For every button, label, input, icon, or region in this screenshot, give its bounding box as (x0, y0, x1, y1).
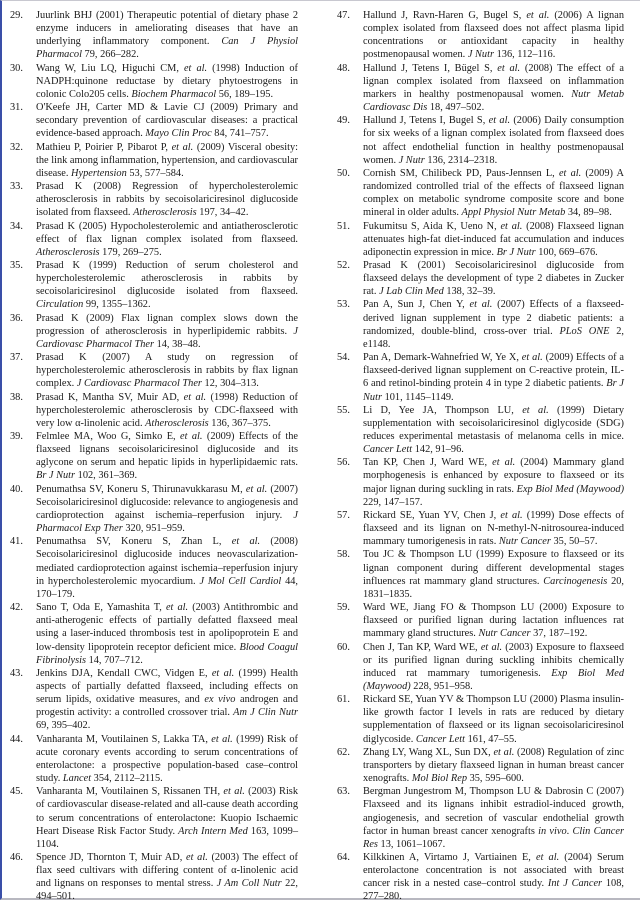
reference-number: 63. (337, 786, 350, 798)
reference-authors: Hallund J, Tetens I, Bugel S, (363, 115, 489, 127)
reference-journal: J Lab Clin Med (379, 286, 444, 298)
reference-item (10, 259, 298, 312)
reference-item (10, 851, 298, 904)
reference-authors: Prasad K (2005) Hypocholesterolemic and antiatherosclerotic effect of flax lignan complex isolated from flaxseed. (36, 220, 298, 245)
reference-item (337, 456, 624, 509)
reference-text (36, 733, 298, 786)
reference-item (337, 509, 624, 548)
reference-authors: Prasad K (2001) Secoisolariciresinol diglucoside from flaxseed delays the development of type 2 diabetes in Zucker rat. (363, 259, 624, 298)
reference-et-al: et al. (171, 141, 194, 153)
reference-volume-pages: 22, 494–501. (36, 878, 299, 903)
reference-journal: Appl Physiol Nutr Metab (461, 207, 566, 219)
reference-title: (2004) Serum enterolactone concentration is not associated with breast cancer risk in a nested case–control study. (363, 852, 624, 890)
reference-item (337, 548, 624, 601)
reference-number: 45. (10, 786, 23, 798)
reference-text (363, 785, 624, 851)
reference-authors: Kilkkinen A, Virtamo J, Vartiainen E, (363, 852, 536, 863)
reference-volume-pages: 99, 1355–1362. (83, 299, 151, 311)
reference-item (10, 62, 298, 101)
reference-journal: Arch Intern Med (178, 825, 248, 837)
reference-item (10, 220, 298, 259)
reference-volume-pages: 354, 2112–2115. (91, 773, 163, 785)
reference-column-right (337, 9, 624, 904)
reference-authors: Spence JD, Thornton T, Muir AD, (36, 852, 186, 863)
reference-authors: Tou JC & Thompson LU (1999) Exposure to flaxseed or its lignan component during different developmental stages influences rat mammary gland structures. (363, 549, 624, 587)
reference-item (10, 9, 298, 62)
reference-volume-pages: 136, 112–116. (494, 49, 556, 61)
reference-title: (2008) The effect of a lignan complex isolated from flaxseed on inflammation markers in healthy postmenopausal women. (363, 62, 624, 100)
reference-authors: Chen J, Tan KP, Ward WE, (363, 641, 481, 653)
reference-volume-pages: 79, 266–282. (81, 49, 139, 61)
reference-journal: PLoS ONE (559, 325, 610, 337)
reference-authors: Zhang LY, Wang XL, Sun DX, (363, 746, 494, 758)
reference-et-al: et al. (245, 483, 268, 495)
reference-text (363, 9, 624, 62)
reference-authors: Rickard SE, Yuan YV, Chen J, (363, 509, 501, 521)
reference-authors: Rickard SE, Yuan YV & Thompson LU (2000) Plasma insulin-like growth factor I levels in rats are reduced by dietary supplementation of flaxseed or its lignan secoisolariciresinol diglycoside. (363, 694, 624, 745)
reference-number: 60. (337, 641, 350, 653)
reference-title: (2009) Visceral obesity: the link among inflammation, hypertension, and cardiovascular disease. (36, 141, 298, 179)
reference-title: (1998) Induction of NADPH:quinone reductase by dietary phytoestrogens in colonic Colo205 cells. (36, 62, 298, 100)
reference-text (36, 351, 298, 390)
reference-journal: Nutr Cancer (478, 628, 531, 640)
reference-text (363, 641, 624, 694)
reference-volume-pages: 56, 189–195. (216, 88, 274, 100)
reference-title: (2009) A randomized controlled trial of the effects of flaxseed lignan complex on metabolic syndrome composite score and bone mineral in older adults. (363, 167, 624, 219)
reference-et-al: et al. (497, 62, 521, 74)
reference-journal: Cancer Lett (363, 444, 413, 456)
reference-volume-pages: 84, 741–757. (211, 128, 269, 140)
reference-text (363, 220, 624, 259)
reference-title: (1999) Health aspects of partially defatted flaxseed, including effects on serum lipids, oxidative measures, and (36, 667, 298, 706)
reference-volume-pages: 138, 32–39. (443, 286, 496, 298)
reference-item (337, 167, 624, 220)
reference-title: (2003) The effect of flax seed cultivars with differing content of α-linolenic acid and lignans on responses to mental stress. (36, 852, 298, 890)
reference-volume-pages: 136, 367–375. (208, 417, 271, 429)
reference-title-cont: androgen and progestin activity: a controlled crossover trial. (36, 694, 298, 719)
reference-volume-pages: 161, 47–55. (465, 733, 517, 745)
reference-et-al: et al. (183, 391, 207, 403)
reference-title: (2008) Regulation of zinc transporters by dietary flaxseed lignan in human breast cancer xenografts. (363, 746, 625, 785)
reference-number: 47. (337, 10, 350, 21)
reference-journal: Cancer Lett (415, 733, 466, 745)
reference-text (36, 259, 298, 312)
reference-item (10, 101, 298, 140)
reference-authors: Tan KP, Chen J, Ward WE, (363, 457, 493, 469)
reference-journal: Clin Cancer Res (363, 825, 625, 850)
reference-volume-pages: 108, 277–280. (363, 878, 624, 903)
reference-authors: Bergman Jungestrom M, Thompson LU & Dabrosin C (2007) Flaxseed and its lignans inhibit estradiol-induced growth, angiogenesis, and secretion of vascular endothelial growth factor in human breast cancer xenografts (363, 786, 624, 837)
reference-number: 50. (337, 167, 350, 179)
reference-et-al: et al. (223, 786, 245, 798)
reference-authors: O'Keefe JH, Carter MD & Lavie CJ (2009) Primary and secondary prevention of cardiovascular diseases: a practical evidence-based approach. (36, 102, 298, 140)
reference-et-al: et al. (211, 733, 233, 745)
reference-volume-pages: 20, 1831–1835. (363, 575, 625, 600)
reference-authors: Cornish SM, Chilibeck PD, Paus-Jennsen L, (363, 167, 559, 179)
reference-item (10, 180, 298, 219)
reference-et-al: et al. (526, 10, 550, 21)
reference-title: (1999) Dose effects of flaxseed and its lignan on N-methyl-N-nitrosourea-induced mammary tumorigenesis in rats. (363, 509, 625, 548)
reference-text (36, 62, 298, 101)
reference-et-al: et al. (492, 457, 516, 469)
reference-item (337, 693, 624, 746)
reference-text (36, 601, 298, 667)
reference-volume-pages: 37, 187–192. (530, 628, 588, 640)
reference-item (337, 298, 624, 351)
reference-item (337, 259, 624, 298)
reference-number: 29. (10, 10, 23, 21)
reference-et-al: et al. (211, 667, 235, 679)
reference-text (36, 391, 298, 430)
reference-journal: Biochem Pharmacol (131, 88, 217, 100)
reference-authors: Pan A, Sun J, Chen Y, (363, 299, 470, 311)
reference-text (363, 351, 624, 404)
reference-number: 57. (337, 509, 350, 521)
reference-authors: Sano T, Oda E, Yamashita T, (36, 602, 166, 614)
reference-authors: Prasad K, Mantha SV, Muir AD, (36, 391, 184, 403)
reference-number: 52. (337, 259, 350, 271)
reference-item (10, 535, 298, 601)
reference-number: 42. (10, 602, 23, 614)
reference-volume-pages: 34, 89–98. (565, 207, 612, 219)
reference-volume-pages: 136, 2314–2318. (424, 154, 498, 166)
reference-journal: Atherosclerosis (133, 207, 197, 219)
reference-number: 44. (10, 733, 23, 745)
reference-journal: Br J Nutr (36, 470, 76, 482)
reference-number: 62. (337, 746, 350, 758)
reference-title: (2007) Effects of a flaxseed-derived lignan supplement in type 2 diabetic patients: a randomized, double-blind, cross-over trial. (363, 299, 624, 337)
reference-volume-pages: 18, 497–502. (427, 102, 485, 114)
reference-title: (2003) Exposure to flaxseed or its purified lignan during suckling inhibits chemically induced rat mammary tumorigenesis. (363, 641, 624, 679)
reference-volume-pages: 69, 395–402. (36, 720, 91, 732)
reference-number: 32. (10, 141, 23, 153)
reference-volume-pages: 101, 1145–1149. (381, 391, 454, 403)
reference-item (337, 114, 624, 167)
reference-authors: Pan A, Demark-Wahnefried W, Ye X, (363, 352, 522, 364)
reference-et-al: et al. (500, 220, 523, 232)
reference-item (10, 667, 298, 733)
reference-title: (2007) Secoisolariciresinol diglucoside: relevance to angiogenesis and cardioprotection against ischemia–reperfusion injury. (36, 483, 299, 521)
reference-number: 30. (10, 62, 23, 74)
reference-number: 38. (10, 391, 23, 403)
reference-title: (2006) Daily consumption for six weeks of a lignan complex isolated from flaxseed does not affect endothelial function in healthy postmenopausal women. (363, 115, 624, 166)
reference-journal: J Nutr (467, 49, 495, 61)
reference-column-left (10, 9, 298, 904)
reference-journal: J Cardiovasc Pharmacol Ther (76, 378, 202, 390)
reference-number: 51. (337, 220, 350, 232)
reference-number: 43. (10, 667, 23, 679)
reference-text (36, 220, 298, 259)
reference-authors: Hallund J, Tetens I, Bügel S, (363, 62, 498, 74)
reference-number: 54. (337, 352, 350, 364)
reference-volume-pages: 35, 50–57. (550, 536, 598, 548)
reference-volume-pages: 197, 34–42. (196, 207, 249, 219)
reference-title-cont: . (566, 825, 573, 837)
reference-text (363, 746, 624, 785)
reference-et-al: et al. (488, 115, 511, 127)
reference-text (363, 298, 624, 351)
reference-et-al: et al. (469, 299, 493, 311)
reference-et-al: et al. (231, 536, 261, 548)
reference-text (36, 101, 298, 140)
reference-authors: Mathieu P, Poirier P, Pibarot P, (36, 141, 172, 153)
reference-item (10, 312, 298, 351)
reference-authors: Ward WE, Jiang FO & Thompson LU (2000) Exposure to flaxseed or purified lignan during lactation influences rat mammary gland structures. (363, 602, 624, 640)
reference-item (10, 430, 298, 483)
reference-authors: Prasad K (2009) Flax lignan complex slows down the progression of atherosclerosis in hyperlipidemic rabbits. (36, 312, 298, 337)
reference-title: (1998) Reduction of hypercholesterolemic atherosclerosis by CDC-flaxseed with very low α-linolenic acid. (36, 391, 298, 429)
reference-authors: Vanharanta M, Voutilainen S, Rissanen TH, (36, 786, 224, 798)
reference-authors: Vanharanta M, Voutilainen S, Lakka TA, (36, 733, 212, 745)
reference-item (10, 483, 298, 536)
reference-text (363, 851, 624, 904)
reference-title: (1999) Dietary supplementation with secoisolariciresinol diglycoside (SDG) reduces experimental metastasis of melanoma cells in mice. (363, 404, 624, 442)
reference-journal: Am J Clin Nutr (233, 707, 298, 719)
reference-item (337, 9, 624, 62)
reference-journal: J Mol Cell Cardiol (199, 575, 282, 587)
reference-authors: Jenkins DJA, Kendall CWC, Vidgen E, (36, 667, 212, 679)
reference-authors: Li D, Yee JA, Thompson LU, (363, 404, 523, 416)
reference-text (363, 456, 624, 509)
reference-number: 41. (10, 536, 23, 548)
reference-et-al: et al. (186, 852, 208, 863)
reference-journal: Mol Biol Rep (411, 773, 467, 785)
reference-et-al: et al. (180, 431, 203, 442)
reference-number: 39. (10, 431, 23, 442)
reference-text (363, 404, 624, 457)
reference-volume-pages: 53, 577–584. (126, 167, 184, 179)
reference-number: 48. (337, 62, 350, 74)
reference-journal: J Pharmacol Exp Ther (36, 509, 298, 535)
reference-journal: J Nutr (398, 154, 425, 166)
reference-number: 58. (337, 549, 350, 561)
reference-number: 64. (337, 852, 350, 863)
reference-journal: Br J Nutr (363, 378, 624, 403)
reference-item (337, 404, 624, 457)
reference-number: 59. (337, 602, 350, 614)
reference-text (36, 483, 298, 536)
reference-volume-pages: 142, 91–96. (412, 444, 464, 456)
reference-volume-pages: 163, 1099–1104. (36, 825, 298, 850)
reference-text (363, 548, 624, 601)
reference-journal: Nutr Metab Cardiovasc Dis (363, 88, 624, 114)
reference-journal: Atherosclerosis (36, 246, 100, 258)
reference-et-al: et al. (183, 62, 208, 74)
reference-volume-pages: 229, 147–157. (363, 496, 423, 508)
reference-number: 53. (337, 299, 350, 311)
reference-journal: Blood Coagul Fibrinolysis (36, 641, 298, 666)
reference-item (337, 641, 624, 694)
reference-number: 56. (337, 457, 350, 469)
reference-item (337, 62, 624, 115)
reference-journal: Circulation (36, 299, 84, 311)
reference-text (36, 667, 298, 733)
reference-number: 55. (337, 404, 350, 416)
reference-volume-pages: 12, 304–313. (201, 378, 259, 390)
reference-item (337, 220, 624, 259)
reference-italic-term: ex vivo (204, 694, 236, 706)
reference-title: (2009) Effects of a flaxseed-derived lignan supplement on C-reactive protein, IL-6 and retinol-binding protein 4 in type 2 diabetic patients. (363, 352, 625, 390)
reference-text (36, 851, 298, 904)
reference-item (337, 746, 624, 785)
reference-journal: Nutr Cancer (498, 536, 551, 548)
reference-authors: Hallund J, Ravn-Haren G, Bugel S, (363, 10, 527, 21)
reference-text (363, 601, 624, 640)
reference-item (10, 141, 298, 180)
reference-number: 35. (10, 259, 23, 271)
reference-number: 37. (10, 352, 23, 364)
reference-volume-pages: 320, 951–959. (122, 523, 185, 535)
reference-number: 34. (10, 220, 23, 232)
reference-item (10, 391, 298, 430)
reference-title: (2008) Flaxseed lignan attenuates high-fat diet-induced fat accumulation and induces adiponectin expression in mice. (363, 220, 624, 258)
reference-journal: Br J Nutr (496, 246, 536, 258)
reference-journal: Carcinogenesis (543, 575, 608, 587)
reference-volume-pages: 102, 361–369. (75, 470, 138, 482)
reference-journal: Mayo Clin Proc (145, 128, 212, 140)
reference-et-al: et al. (535, 852, 560, 863)
reference-et-al: et al. (558, 167, 582, 179)
reference-number: 31. (10, 102, 23, 114)
reference-journal: Hypertension (71, 167, 127, 179)
reference-item (10, 733, 298, 786)
reference-authors: Juurlink BHJ (2001) Therapeutic potential of dietary phase 2 enzyme inducers in ameliorating diseases that have an underlying inflammatory component. (36, 10, 298, 48)
reference-journal: Int J Cancer (547, 878, 603, 890)
reference-title: (2009) Effects of the flaxseed lignans secoisolariciresinol diglucoside and its aglycone on serum and hepatic lipids in hyperlipidaemic rats. (36, 431, 299, 469)
reference-text (363, 167, 624, 220)
reference-title: (2003) Risk of cardiovascular disease-related and all-cause death according to serum concentrations of enterolactone: Kuopio Ischaemic Heart Disease Risk Factor Study. (36, 786, 299, 837)
reference-et-al: et al. (521, 352, 543, 364)
reference-text (36, 141, 298, 180)
reference-volume-pages: 2, e1148. (363, 325, 625, 350)
reference-item (10, 601, 298, 667)
reference-volume-pages: 100, 669–676. (535, 246, 598, 258)
reference-text (363, 693, 624, 746)
reference-text (363, 114, 624, 167)
reference-item (10, 785, 298, 851)
reference-item (337, 351, 624, 404)
reference-journal: Lancet (62, 773, 92, 785)
reference-item (337, 785, 624, 851)
reference-text (36, 430, 298, 483)
reference-volume-pages: 179, 269–275. (99, 246, 162, 258)
reference-et-al: et al. (165, 602, 189, 614)
reference-title: (2003) Antithrombic and anti-atherogenic effects of partially defatted flaxseed meal using a laser-induced thrombosis test in apolipoprotein E and low-density lipoprotein receptor deficient mice. (36, 602, 299, 653)
reference-text (363, 62, 624, 115)
reference-et-al: et al. (493, 746, 515, 758)
reference-title: (2008) Secoisolariciresinol diglucoside induces neovascularization-mediated cardioprotection against ischemia–reperfusion injury in hypercholesterolemic myocardium. (36, 536, 298, 587)
reference-text (363, 509, 624, 548)
reference-volume-pages: 35, 595–600. (467, 773, 524, 785)
reference-authors: Felmlee MA, Woo G, Simko E, (36, 431, 180, 442)
reference-number: 46. (10, 852, 23, 863)
reference-text (36, 9, 298, 62)
reference-et-al: et al. (522, 404, 549, 416)
reference-text (363, 259, 624, 298)
reference-authors: Prasad K (2007) A study on regression of hypercholesterolemic atherosclerosis in rabbits by flax lignan complex. (36, 352, 298, 390)
reference-et-al: et al. (480, 641, 503, 653)
reference-title: (2006) A lignan complex isolated from flaxseed does not affect plasma lipid concentrations or antioxidant capacity in healthy postmenopausal women. (363, 10, 624, 61)
reference-journal: Exp Biol Med (Maywood) (516, 483, 625, 495)
reference-journal: Can J Physiol Pharmacol (36, 36, 298, 61)
reference-number: 49. (337, 115, 350, 127)
reference-journal: J Cardiovasc Pharmacol Ther (36, 325, 298, 350)
reference-volume-pages: 44, 170–179. (36, 575, 299, 600)
reference-item (337, 851, 624, 904)
reference-volume-pages: 14, 38–48. (154, 338, 201, 350)
reference-journal: J Am Coll Nutr (216, 878, 282, 890)
reference-authors: Penumathsa SV, Koneru S, Zhan L, (36, 536, 232, 548)
reference-volume-pages: 228, 951–958. (410, 680, 473, 692)
reference-authors: Penumathsa SV, Koneru S, Thirunavukkarasu M, (36, 483, 246, 495)
reference-text (36, 180, 298, 219)
reference-journal: Atherosclerosis (145, 417, 209, 429)
reference-number: 61. (337, 694, 350, 706)
reference-journal: Exp Biol Med (Maywood) (363, 667, 624, 692)
reference-text (36, 535, 298, 601)
reference-item (337, 601, 624, 640)
reference-authors: Prasad K (2008) Regression of hypercholesterolemic atherosclerosis in rabbits by secoisolariciresinol diglucoside isolated from flaxseed. (36, 181, 298, 219)
reference-title: (1999) Risk of acute coronary events according to serum concentrations of enterolactone: a prospective population-based case–control study. (36, 733, 298, 785)
reference-volume-pages: 13, 1061–1067. (377, 838, 446, 850)
reference-number: 36. (10, 312, 23, 324)
reference-item (10, 351, 298, 390)
reference-authors: Wang W, Liu LQ, Higuchi CM, (36, 62, 184, 74)
reference-title: (2004) Mammary gland morphogenesis is enhanced by exposure to flaxseed or its major lignan during suckling in rats. (363, 457, 624, 495)
reference-number: 40. (10, 483, 23, 495)
reference-authors: Prasad K (1999) Reduction of serum cholesterol and hypercholesterolemic atherosclerosis in rabbits by secoisolariciresinol diglucoside isolated from flaxseed. (36, 259, 298, 298)
reference-text (36, 785, 298, 851)
reference-authors: Fukumitsu S, Aida K, Ueno N, (363, 220, 501, 232)
reference-italic-term: in vivo (538, 825, 567, 837)
reference-volume-pages: 14, 707–712. (86, 654, 143, 666)
reference-number: 33. (10, 181, 23, 193)
reference-text (36, 312, 298, 351)
reference-et-al: et al. (500, 509, 523, 521)
